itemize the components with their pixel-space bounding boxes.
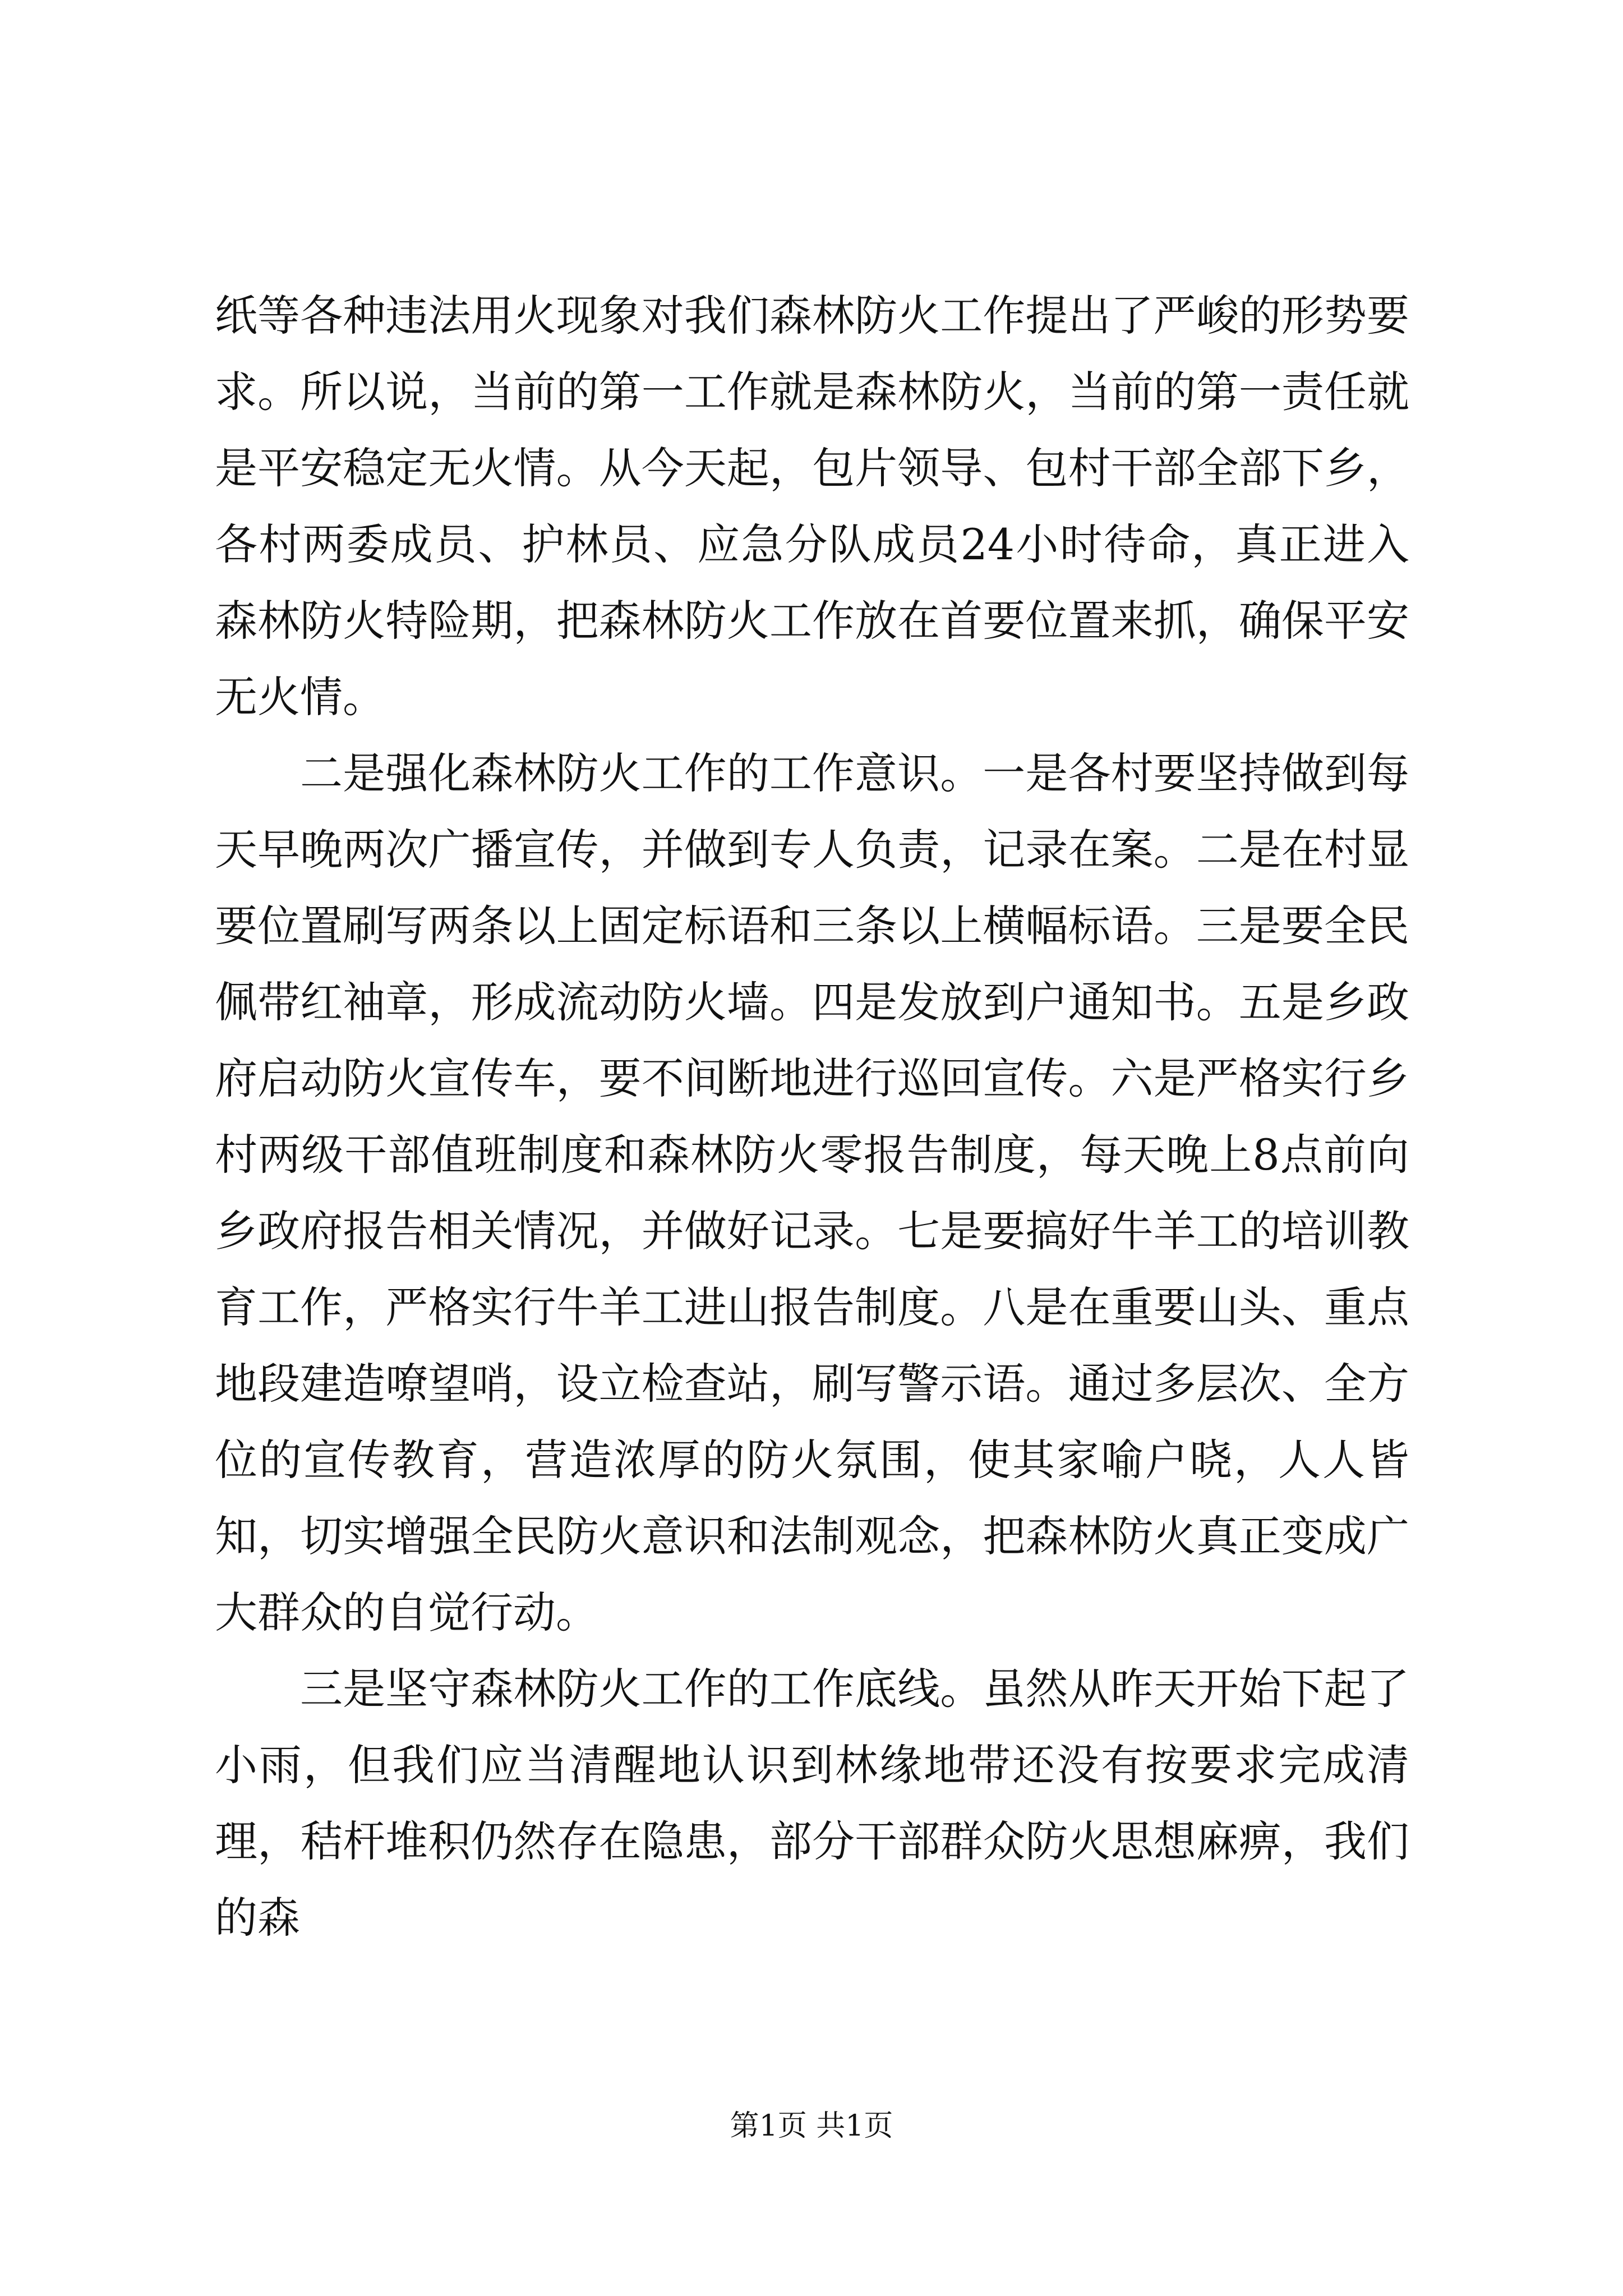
document-body [215, 278, 1409, 1956]
paragraph-3: 三是坚守森林防火工作的工作底线。虽然从昨天开始下起了小雨，但我们应当清醒地认识到林缘地带还没有按要求完成清理，秸杆堆积仍然存在隐患，部分干部群众防火思想麻痹，我们的森 [215, 1664, 1409, 1943]
paragraph-1: 纸等各种违法用火现象对我们森林防火工作提出了严峻的形势要求。所以说，当前的第一工作就是森林防火，当前的第一责任就是平安稳定无火情。从今天起，包片领导、包村干部全部下乡，各村两委成员、护林员、应急分队成员24小时待命，真正进入森林防火特险期，把森林防火工作放在首要位置来抓，确保平安无火情。 [215, 291, 1409, 722]
page-footer: 第1页 共1页 [730, 2109, 893, 2143]
paragraph-2: 二是强化森林防火工作的工作意识。一是各村要坚持做到每天早晚两次广播宣传，并做到专人负责，记录在案。二是在村显要位置刷写两条以上固定标语和三条以上横幅标语。三是要全民佩带红袖章，形成流动防火墙。四是发放到户通知书。五是乡政府启动防火宣传车，要不间断地进行巡回宣传。六是严格实行乡村两级干部值班制度和森林防火零报告制度，每天晚上8点前向乡政府报告相关情况，并做好记录。七是要搞好牛羊工的培训教育工作，严格实行牛羊工进山报告制度。八是在重要山头、重点地段建造嘹望哨，设立检查站，刷写警示语。通过多层次、全方位的宣传教育，营造浓厚的防火氛围，使其家喻户晓，人人皆知，切实增强全民防火意识和法制观念，把森林防火真正变成广大群众的自觉行动。 [215, 748, 1409, 1637]
